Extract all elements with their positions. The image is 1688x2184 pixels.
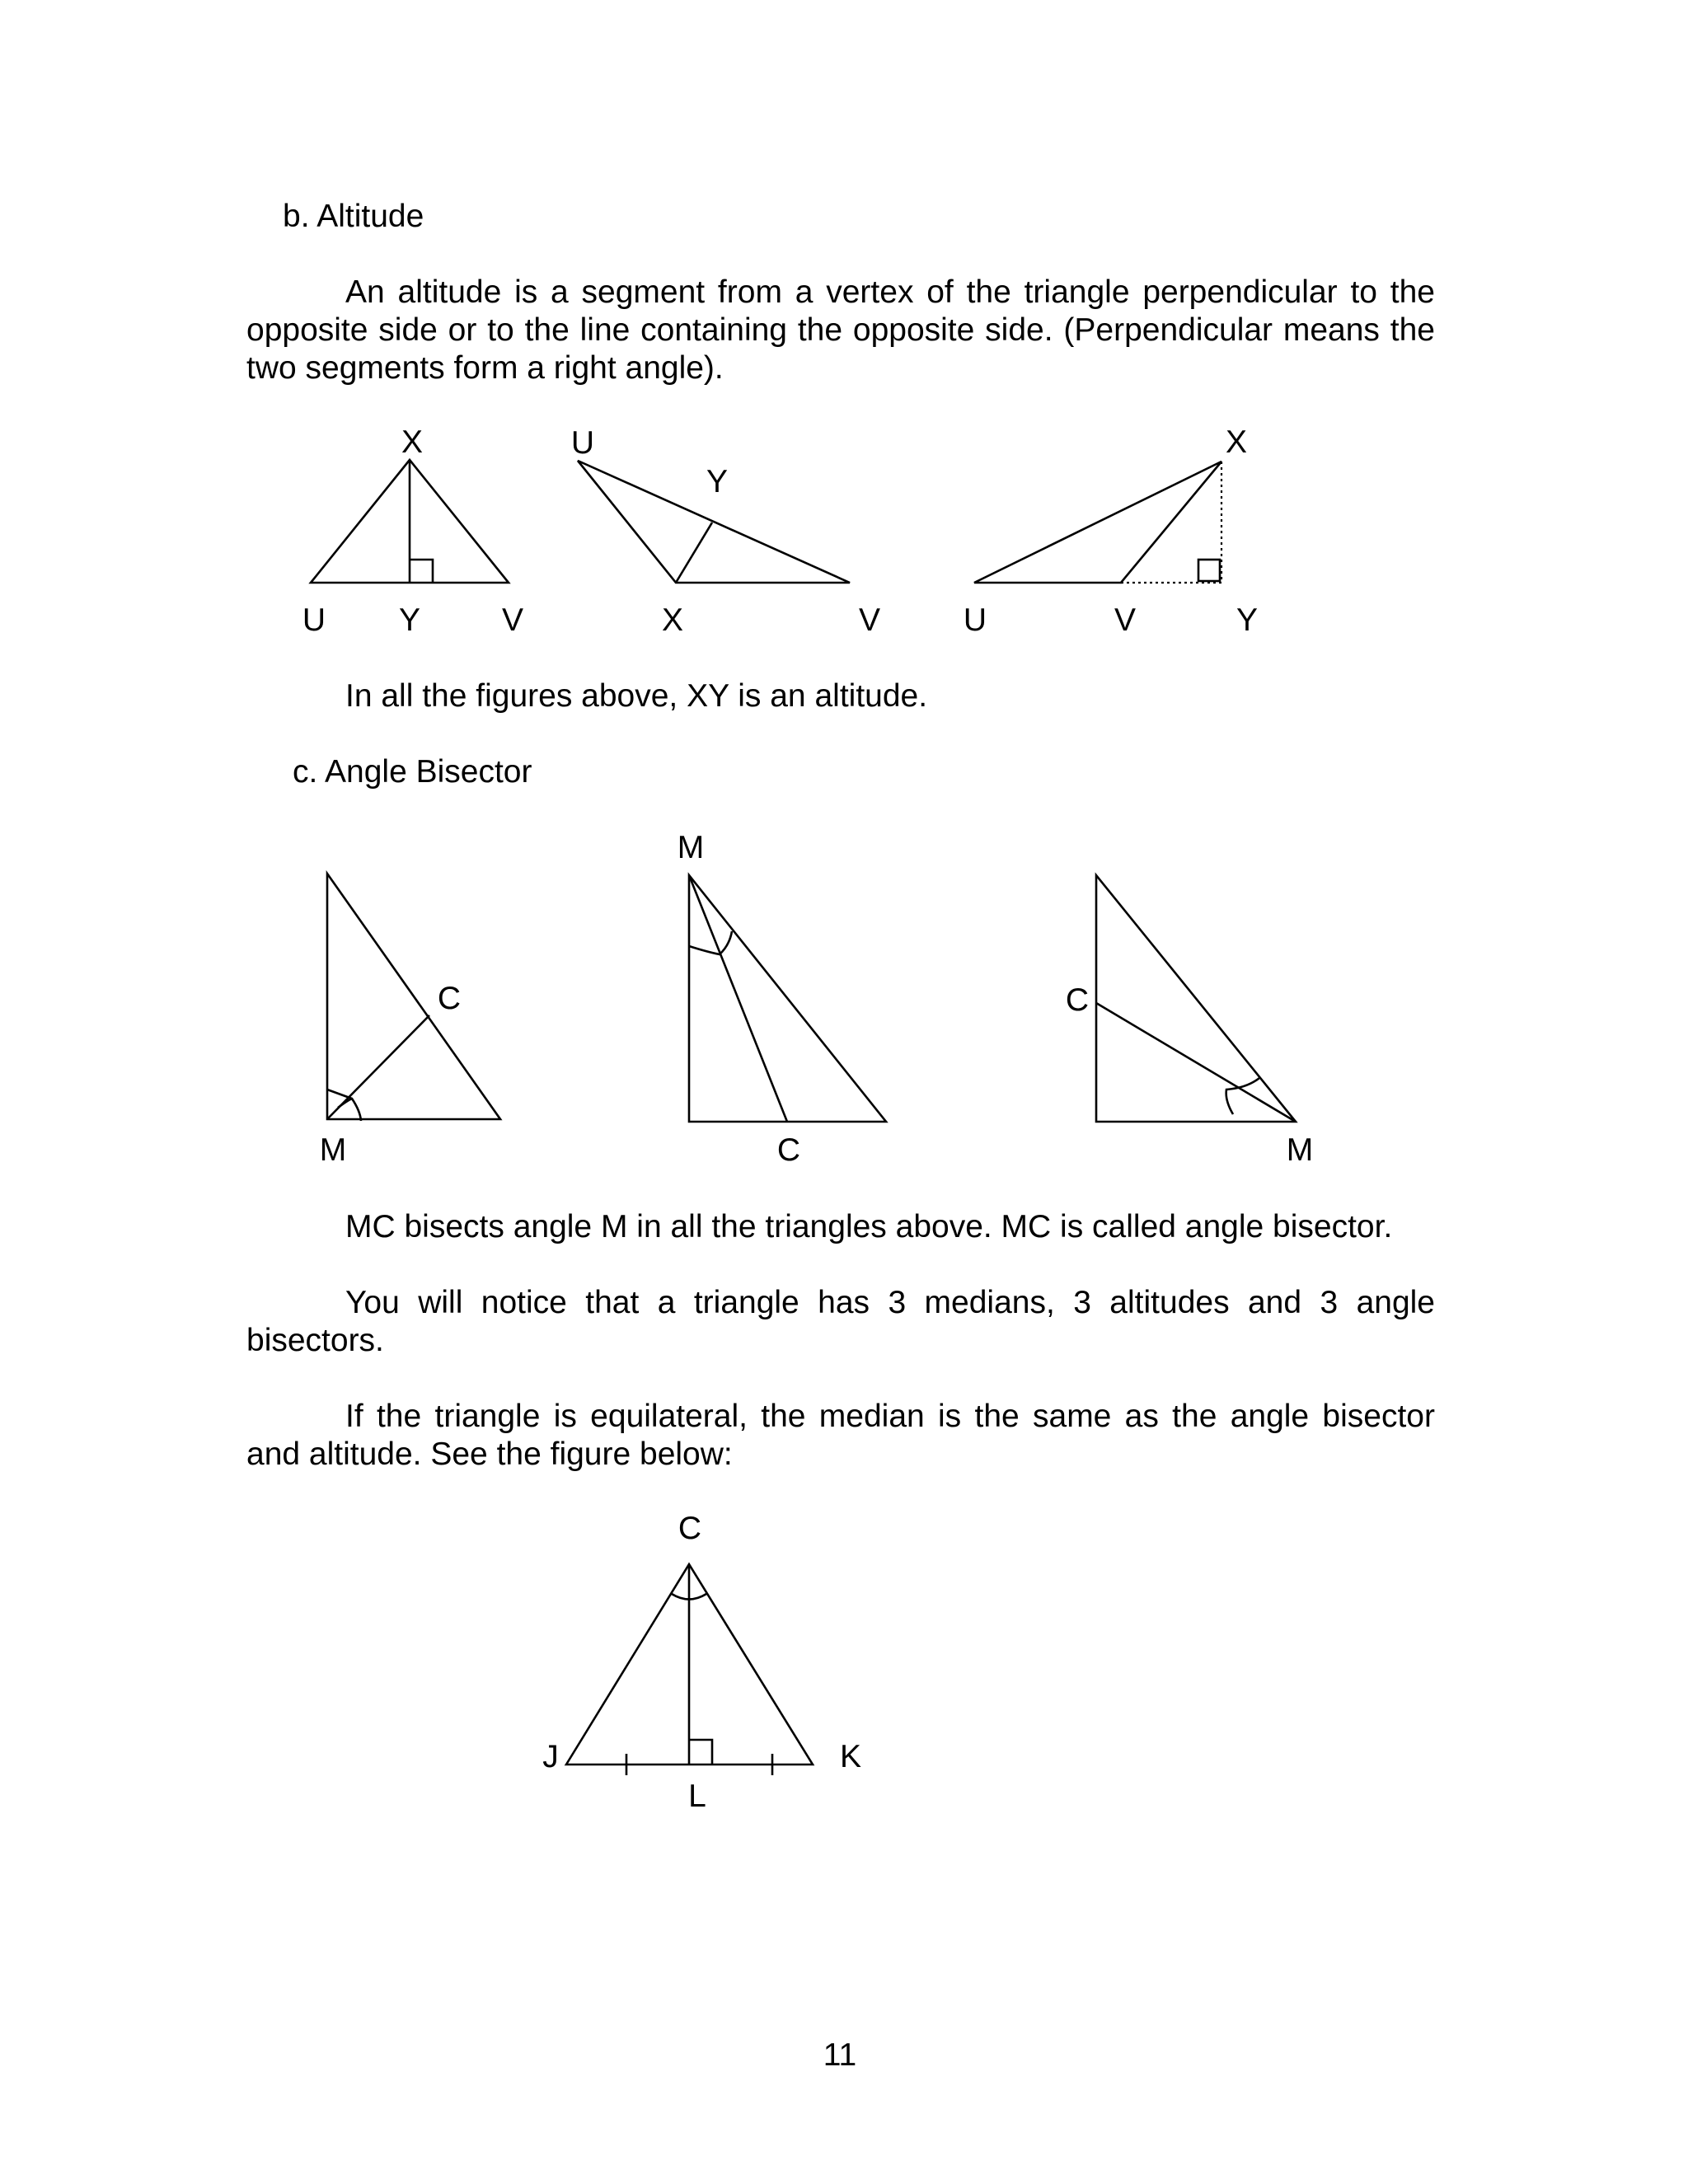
fig3-label-u: U [963, 602, 987, 638]
altitude-definition: An altitude is a segment from a vertex of the triangle perpendicular to the opposite side or to the line containing the opposite side. (Perpendicular means the two segments form a right angle). [246, 274, 1435, 386]
bisector-caption: MC bisects angle M in all the triangles above. MC is called angle bisector. [345, 1209, 1393, 1244]
fig3-label-v: V [1114, 602, 1137, 638]
fig2-label-v: V [858, 602, 881, 638]
bis3-label-c: C [1065, 982, 1090, 1018]
eq-label-j: J [542, 1739, 559, 1774]
eq-label-c: C [678, 1511, 702, 1546]
fig3-label-y: Y [1236, 602, 1259, 638]
fig1-label-y: Y [398, 602, 421, 638]
fig2-label-u: U [570, 425, 595, 461]
bis1-label-c: C [437, 981, 462, 1016]
right-angle-mark [689, 1740, 712, 1765]
eq-label-l: L [688, 1779, 706, 1814]
bisector-heading: c. Angle Bisector [293, 754, 532, 790]
bis3-label-m: M [1286, 1132, 1314, 1168]
bis2-label-m: M [677, 830, 705, 865]
altitude-heading: b. Altitude [283, 199, 424, 234]
altitude-caption: In all the figures above, XY is an altitude. [345, 678, 928, 714]
fig2-label-x: X [661, 602, 684, 638]
page-number: 11 [823, 2037, 857, 2073]
eq-label-k: K [839, 1739, 862, 1774]
fig3-label-x: X [1225, 424, 1248, 460]
fig1-label-x: X [401, 424, 424, 460]
fig1-label-v: V [501, 602, 524, 638]
bisector-note: You will notice that a triangle has 3 medians, 3 altitudes and 3 angle bisectors. [246, 1285, 1435, 1358]
equilateral-note: If the triangle is equilateral, the median is the same as the angle bisector and altitude. See the figure below: [246, 1399, 1435, 1472]
fig1-label-u: U [302, 602, 326, 638]
bis1-label-m: M [319, 1132, 347, 1168]
fig2-label-y: Y [706, 464, 729, 499]
bis2-label-c: C [776, 1132, 801, 1168]
